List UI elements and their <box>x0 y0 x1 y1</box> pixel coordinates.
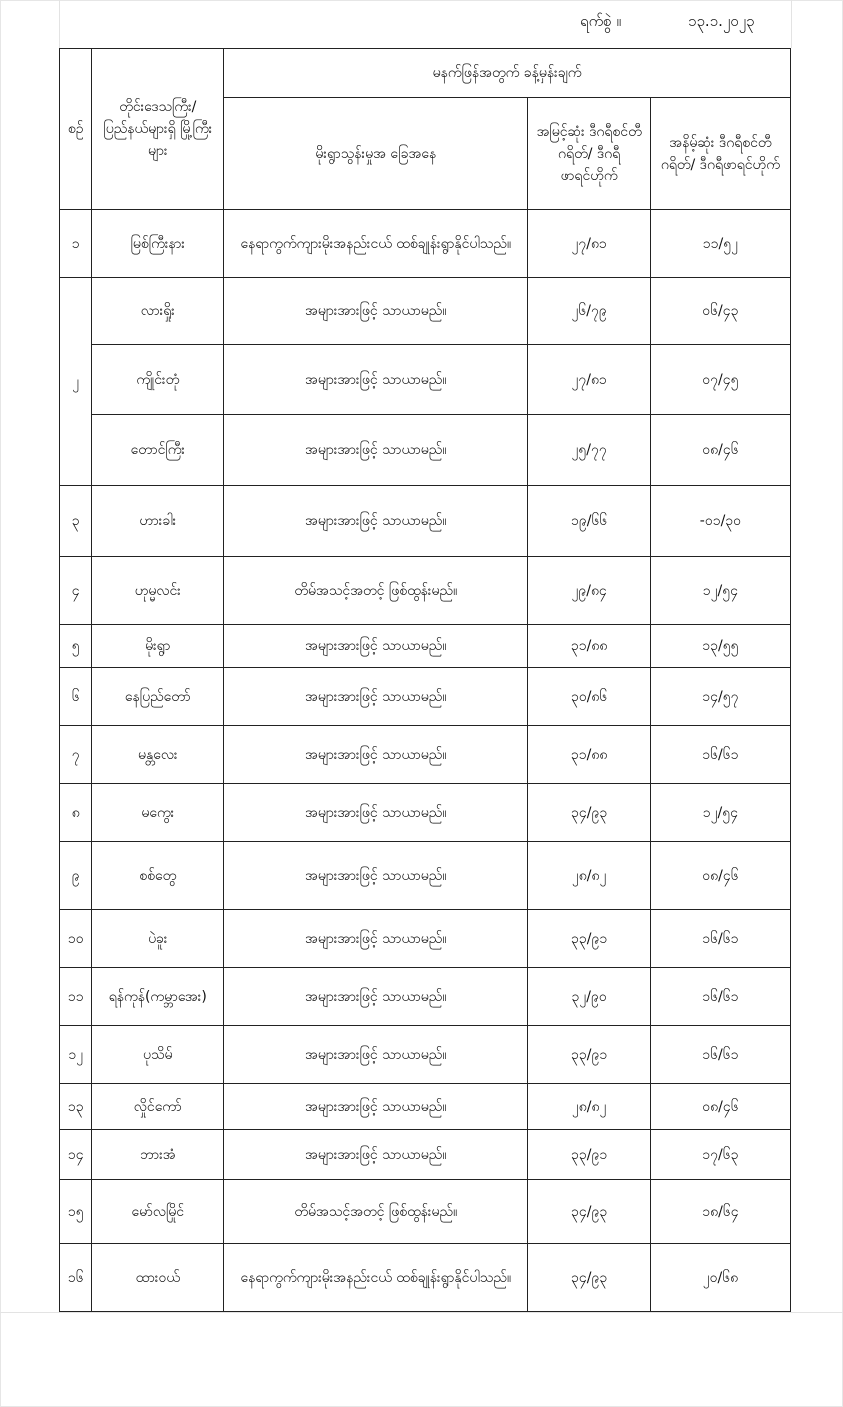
row-city: ဘားအံ <box>92 1130 224 1180</box>
row-city: မန္တလေး <box>92 726 224 784</box>
table-row <box>60 910 791 968</box>
row-no: ၇ <box>60 726 92 784</box>
date-line <box>59 0 792 48</box>
row-min: ၁၆/၆၁ <box>650 910 790 968</box>
table-row <box>60 668 791 726</box>
row-no: ၈ <box>60 784 92 842</box>
row-max: ၃၀/၈၆ <box>528 668 650 726</box>
row-no: ၃ <box>60 486 92 557</box>
header-max-temp: အမြင့်ဆုံး ဒီဂရီစင်တီဂရိတ်/ ဒီဂရီဖာရင်ဟိုက် <box>528 98 650 210</box>
row-city: မော်လမြိုင် <box>92 1180 224 1244</box>
table-row <box>60 345 791 415</box>
table-row <box>60 968 791 1026</box>
row-condition: အများအားဖြင့် သာယာမည်။ <box>224 726 528 784</box>
table-row <box>60 415 791 486</box>
row-min: ၁၆/၆၁ <box>650 1026 790 1084</box>
row-city: မြစ်ကြီးနား <box>92 210 224 278</box>
row-min: ၁၁/၅၂ <box>650 210 790 278</box>
table-row <box>60 1244 791 1312</box>
row-condition: တိမ်အသင့်အတင့် ဖြစ်ထွန်းမည်။ <box>224 557 528 625</box>
row-city: နေပြည်တော် <box>92 668 224 726</box>
row-no: ၂ <box>60 278 92 486</box>
row-city: မကွေး <box>92 784 224 842</box>
row-max: ၃၄/၉၃ <box>528 1244 650 1312</box>
row-max: ၃၃/၉၁ <box>528 1130 650 1180</box>
row-no: ၁၄ <box>60 1130 92 1180</box>
row-max: ၃၁/၈၈ <box>528 726 650 784</box>
table-row <box>60 486 791 557</box>
row-no: ၁ <box>60 210 92 278</box>
row-city: ပဲခူး <box>92 910 224 968</box>
row-min: ၁၄/၅၇ <box>650 668 790 726</box>
header-forecast-group: မနက်ဖြန်အတွက် ခန့်မှန်းချက် <box>224 49 791 98</box>
row-min: ၀၆/၄၃ <box>650 278 790 345</box>
row-city: ရန်ကုန်(ကမ္ဘာအေး) <box>92 968 224 1026</box>
header-no: စဉ် <box>60 49 92 210</box>
row-city: ကျိုင်းတုံ <box>92 345 224 415</box>
row-min: ၀၈/၄၆ <box>650 1084 790 1130</box>
table-row <box>60 842 791 910</box>
header-city: တိုင်းဒေသကြီး/ ပြည်နယ်များရှိ မြို့ကြီးများ <box>92 49 224 210</box>
row-min: ၁၇/၆၃ <box>650 1130 790 1180</box>
row-no: ၄ <box>60 557 92 625</box>
row-max: ၂၅/၇၇ <box>528 415 650 486</box>
row-condition: နေရာကွက်ကျားမိုးအနည်းငယ် ထစ်ချုန်းရွာနိုင်ပါသည်။ <box>224 1244 528 1312</box>
table-row <box>60 278 791 345</box>
row-max: ၃၃/၉၁ <box>528 1026 650 1084</box>
row-min: ၁၈/၆၄ <box>650 1180 790 1244</box>
row-min: -၀၁/၃၀ <box>650 486 790 557</box>
row-condition: အများအားဖြင့် သာယာမည်။ <box>224 486 528 557</box>
bottom-rule <box>0 1312 843 1313</box>
row-condition: အများအားဖြင့် သာယာမည်။ <box>224 968 528 1026</box>
row-city: လှိုင်ကော် <box>92 1084 224 1130</box>
row-max: ၃၄/၉၃ <box>528 784 650 842</box>
table-row <box>60 210 791 278</box>
row-city: မိုးရွာ <box>92 625 224 668</box>
row-no: ၁၆ <box>60 1244 92 1312</box>
row-min: ၀၇/၄၅ <box>650 345 790 415</box>
row-city: ထားဝယ် <box>92 1244 224 1312</box>
row-no: ၆ <box>60 668 92 726</box>
table-row <box>60 625 791 668</box>
row-condition: အများအားဖြင့် သာယာမည်။ <box>224 842 528 910</box>
row-city: ဟုမ္မလင်း <box>92 557 224 625</box>
row-condition: အများအားဖြင့် သာယာမည်။ <box>224 910 528 968</box>
row-no: ၁၅ <box>60 1180 92 1244</box>
row-city: ဟားခါး <box>92 486 224 557</box>
row-condition: အများအားဖြင့် သာယာမည်။ <box>224 278 528 345</box>
row-city: တောင်ကြီး <box>92 415 224 486</box>
row-condition: အများအားဖြင့် သာယာမည်။ <box>224 1026 528 1084</box>
row-max: ၂၇/၈၁ <box>528 210 650 278</box>
row-max: ၁၉/၆၆ <box>528 486 650 557</box>
row-condition: အများအားဖြင့် သာယာမည်။ <box>224 625 528 668</box>
row-no: ၁၁ <box>60 968 92 1026</box>
row-condition: အများအားဖြင့် သာယာမည်။ <box>224 1130 528 1180</box>
date-value: ၁၃.၁.၂၀၂၃ <box>688 12 755 30</box>
row-condition: အများအားဖြင့် သာယာမည်။ <box>224 345 528 415</box>
header-min-temp: အနိမ့်ဆုံး ဒီဂရီစင်တီဂရိတ်/ ဒီဂရီဖာရင်ဟိုက် <box>650 98 790 210</box>
row-condition: တိမ်အသင့်အတင့် ဖြစ်ထွန်းမည်။ <box>224 1180 528 1244</box>
row-max: ၂၆/၇၉ <box>528 278 650 345</box>
row-condition: အများအားဖြင့် သာယာမည်။ <box>224 1084 528 1130</box>
row-condition: အများအားဖြင့် သာယာမည်။ <box>224 784 528 842</box>
row-city: စစ်တွေ <box>92 842 224 910</box>
row-max: ၂၈/၈၂ <box>528 1084 650 1130</box>
row-max: ၃၄/၉၃ <box>528 1180 650 1244</box>
row-no: ၅ <box>60 625 92 668</box>
row-no: ၁၂ <box>60 1026 92 1084</box>
row-condition: နေရာကွက်ကျားမိုးအနည်းငယ် ထစ်ချုန်းရွာနိုင်ပါသည်။ <box>224 210 528 278</box>
forecast-table <box>59 48 791 1312</box>
table-row <box>60 784 791 842</box>
row-condition: အများအားဖြင့် သာယာမည်။ <box>224 415 528 486</box>
table-row <box>60 557 791 625</box>
row-max: ၂၈/၈၂ <box>528 842 650 910</box>
row-min: ၁၆/၆၁ <box>650 726 790 784</box>
row-condition: အများအားဖြင့် သာယာမည်။ <box>224 668 528 726</box>
row-min: ၀၈/၄၆ <box>650 415 790 486</box>
row-min: ၀၈/၄၆ <box>650 842 790 910</box>
row-city: ပုသိမ် <box>92 1026 224 1084</box>
row-no: ၁၀ <box>60 910 92 968</box>
row-min: ၁၃/၅၅ <box>650 625 790 668</box>
row-no: ၁၃ <box>60 1084 92 1130</box>
table-row <box>60 1084 791 1130</box>
row-max: ၂၉/၈၄ <box>528 557 650 625</box>
table-row <box>60 726 791 784</box>
row-min: ၁၆/၆၁ <box>650 968 790 1026</box>
row-max: ၃၁/၈၈ <box>528 625 650 668</box>
row-max: ၃၃/၉၁ <box>528 910 650 968</box>
table-row <box>60 1130 791 1180</box>
row-max: ၃၂/၉၀ <box>528 968 650 1026</box>
table-row <box>60 1180 791 1244</box>
row-min: ၁၂/၅၄ <box>650 557 790 625</box>
row-min: ၂၀/၆၈ <box>650 1244 790 1312</box>
date-label: ရက်စွဲ ။ <box>580 12 622 30</box>
row-max: ၂၇/၈၁ <box>528 345 650 415</box>
row-min: ၁၂/၅၄ <box>650 784 790 842</box>
row-no: ၉ <box>60 842 92 910</box>
header-condition: မိုးရွာသွန်းမှုအ ခြေအနေ <box>224 98 528 210</box>
table-row <box>60 1026 791 1084</box>
row-city: လားရှိုး <box>92 278 224 345</box>
